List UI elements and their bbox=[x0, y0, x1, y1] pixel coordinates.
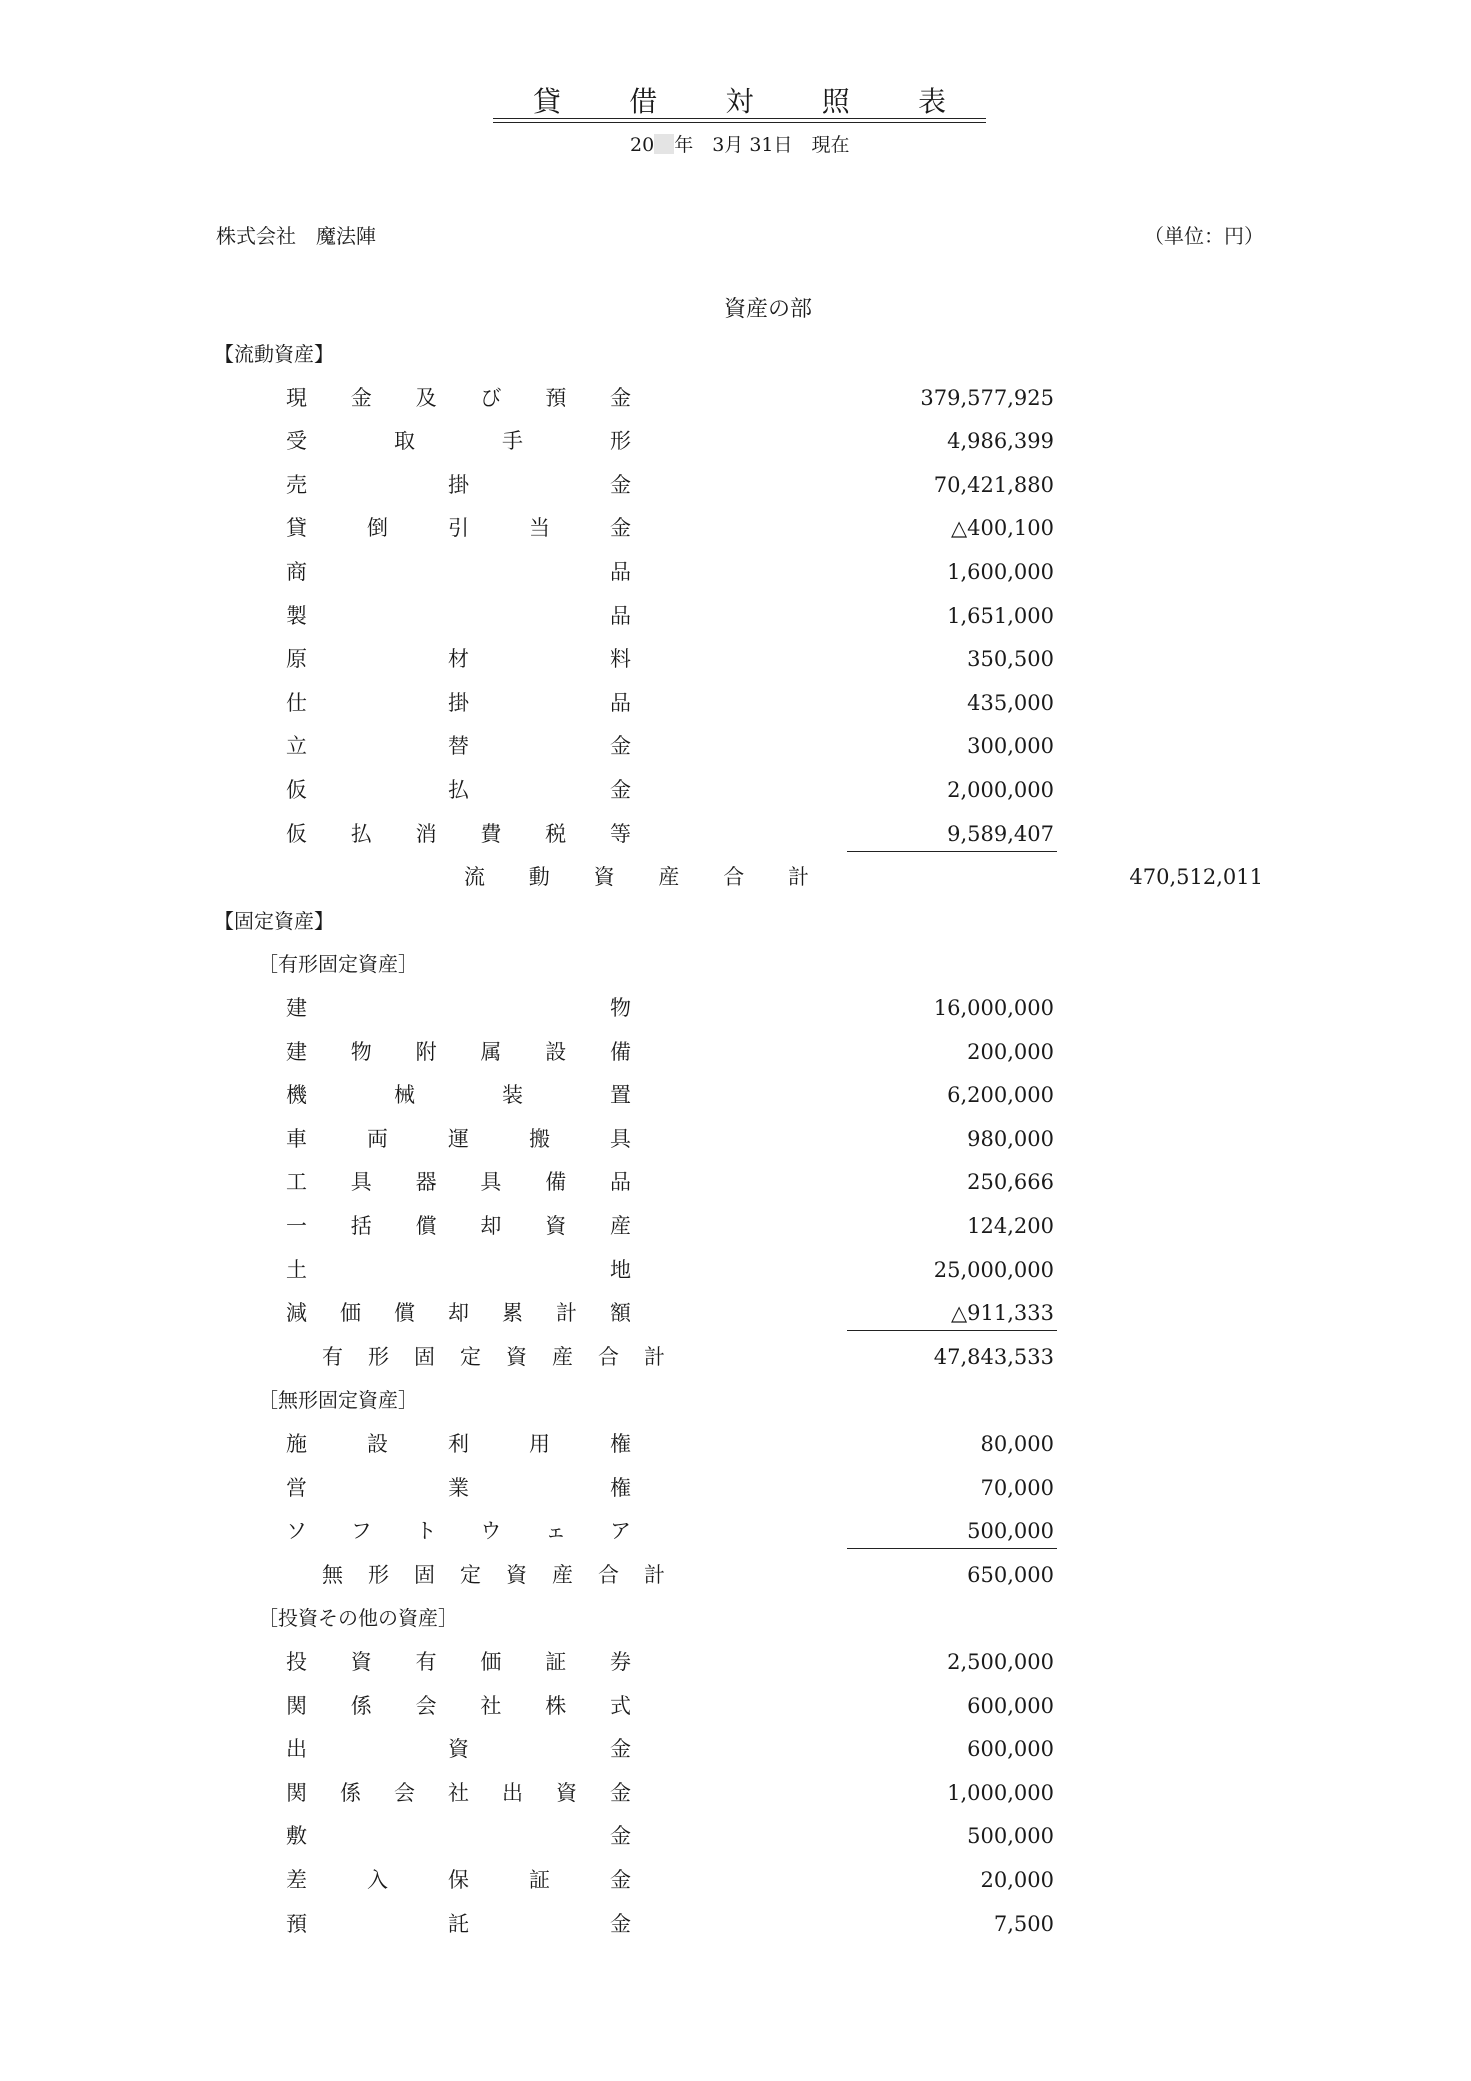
account-label-char: 貸 bbox=[286, 516, 307, 541]
account-label-char: 権 bbox=[610, 1432, 631, 1456]
unit-label: （単位：円） bbox=[1144, 224, 1264, 248]
account-row bbox=[0, 681, 1471, 725]
account-label-char: 物 bbox=[610, 996, 631, 1020]
account-label-char: 計 bbox=[787, 865, 809, 890]
account-label-char: 営 bbox=[286, 1475, 307, 1500]
account-label bbox=[286, 1422, 631, 1466]
account-label-char: 運 bbox=[448, 1126, 469, 1151]
account-label-char: 産 bbox=[658, 865, 680, 890]
account-label bbox=[286, 768, 631, 812]
account-amount: 300,000 bbox=[967, 734, 1054, 759]
account-label-char: 一 bbox=[286, 1214, 307, 1238]
account-label-char: 資 bbox=[593, 865, 615, 890]
account-label-char: 払 bbox=[350, 821, 372, 846]
account-label-char: び bbox=[480, 385, 502, 410]
account-label-char: 会 bbox=[394, 1780, 415, 1805]
account-label-char: 施 bbox=[286, 1432, 307, 1456]
intangible-heading bbox=[0, 1378, 1471, 1422]
account-label-char: 土 bbox=[286, 1257, 307, 1282]
account-row bbox=[0, 1117, 1471, 1161]
account-amount: 1,000,000 bbox=[947, 1780, 1054, 1805]
account-label-char: 合 bbox=[598, 1344, 619, 1369]
account-label bbox=[286, 1030, 631, 1074]
account-label-char: 引 bbox=[448, 516, 469, 541]
account-label-char: 金 bbox=[610, 734, 631, 759]
account-amount: 200,000 bbox=[967, 1039, 1054, 1064]
account-amount: 600,000 bbox=[967, 1737, 1054, 1762]
account-label-char: 入 bbox=[367, 1868, 388, 1892]
account-label-char: 建 bbox=[286, 996, 307, 1020]
account-row bbox=[0, 1030, 1471, 1074]
account-row bbox=[0, 506, 1471, 550]
account-amount: 1,600,000 bbox=[947, 560, 1054, 584]
account-label bbox=[286, 1509, 631, 1553]
account-label-char: 建 bbox=[286, 1039, 307, 1064]
account-label-char: 原 bbox=[286, 647, 307, 672]
account-row bbox=[0, 768, 1471, 812]
account-label-char: 商 bbox=[286, 560, 307, 584]
account-label bbox=[286, 594, 631, 638]
account-label-char: 仮 bbox=[286, 821, 307, 846]
account-label-char: 機 bbox=[286, 1083, 307, 1108]
account-label-char: 関 bbox=[286, 1780, 307, 1805]
account-amount: 80,000 bbox=[980, 1432, 1054, 1456]
account-row bbox=[0, 986, 1471, 1030]
account-label-char: 材 bbox=[448, 647, 469, 672]
account-label-char: 括 bbox=[350, 1214, 372, 1238]
account-label-char: 用 bbox=[529, 1432, 550, 1456]
account-label-char: 証 bbox=[545, 1650, 567, 1674]
account-row bbox=[0, 1466, 1471, 1510]
title-char: 対 bbox=[725, 85, 754, 118]
account-row bbox=[0, 376, 1471, 420]
account-label-char: 固 bbox=[414, 1344, 435, 1369]
report-date bbox=[630, 130, 850, 160]
account-label bbox=[286, 1727, 631, 1771]
account-label bbox=[286, 1771, 631, 1815]
account-label-char: 形 bbox=[368, 1562, 389, 1587]
account-amount: 350,500 bbox=[967, 647, 1054, 672]
account-label-char: 属 bbox=[480, 1039, 502, 1064]
account-label-char: 産 bbox=[552, 1562, 573, 1587]
account-label bbox=[286, 419, 631, 463]
account-row bbox=[0, 550, 1471, 594]
account-label-char: 手 bbox=[502, 429, 523, 454]
account-label-char: 係 bbox=[340, 1780, 361, 1805]
account-label-char: 固 bbox=[414, 1562, 435, 1587]
account-amount: 2,000,000 bbox=[947, 778, 1054, 802]
account-label bbox=[286, 1073, 631, 1117]
account-label-char: 払 bbox=[448, 778, 469, 802]
tangible-total-row bbox=[0, 1335, 1471, 1379]
account-row bbox=[0, 419, 1471, 463]
tangible-total-amount: 47,843,533 bbox=[933, 1344, 1054, 1369]
account-label bbox=[286, 637, 631, 681]
account-label-char: 金 bbox=[610, 778, 631, 802]
intangible-heading-label: ［無形固定資産］ bbox=[258, 1388, 418, 1413]
account-label-char: 形 bbox=[610, 429, 631, 454]
account-label-char: 金 bbox=[610, 1911, 631, 1936]
account-label-char: 株 bbox=[545, 1693, 567, 1718]
account-amount: 2,500,000 bbox=[947, 1650, 1054, 1674]
account-label-char: 差 bbox=[286, 1868, 307, 1892]
account-label-char: 定 bbox=[460, 1344, 481, 1369]
account-label-char: 取 bbox=[394, 429, 415, 454]
date-prefix: 20 bbox=[630, 134, 655, 156]
account-label-char: 置 bbox=[610, 1083, 631, 1108]
account-amount: 7,500 bbox=[993, 1911, 1054, 1936]
account-label bbox=[286, 1466, 631, 1510]
account-label-char: 具 bbox=[610, 1126, 631, 1151]
account-label-char: 無 bbox=[322, 1562, 343, 1587]
account-label-char: 預 bbox=[545, 385, 567, 410]
account-label-char: 形 bbox=[368, 1344, 389, 1369]
account-label-char: 額 bbox=[610, 1301, 631, 1326]
account-label-char: 業 bbox=[448, 1475, 469, 1500]
account-label-char: 仕 bbox=[286, 690, 307, 715]
account-label-char: 当 bbox=[529, 516, 550, 541]
account-row bbox=[0, 1204, 1471, 1248]
date-suffix: 年 3月 31日 現在 bbox=[674, 134, 850, 156]
account-label-char: 関 bbox=[286, 1693, 307, 1718]
account-label-char: 及 bbox=[415, 385, 437, 410]
account-label-char: 倒 bbox=[367, 516, 388, 541]
account-label-char: 金 bbox=[610, 1737, 631, 1762]
account-label bbox=[286, 463, 631, 507]
account-amount: 435,000 bbox=[967, 690, 1054, 715]
account-label-char: 価 bbox=[480, 1650, 502, 1674]
account-label-char: 具 bbox=[350, 1170, 372, 1195]
account-label-char: 流 bbox=[464, 865, 485, 890]
account-label bbox=[286, 812, 631, 856]
account-label-char: 等 bbox=[609, 821, 631, 846]
account-label-char: 権 bbox=[610, 1475, 631, 1500]
fixed-assets-heading bbox=[0, 899, 1471, 943]
account-label-char: 利 bbox=[448, 1432, 469, 1456]
title-double-rule bbox=[493, 118, 986, 123]
account-label-char: ェ bbox=[545, 1519, 567, 1544]
account-label-char: 社 bbox=[448, 1780, 469, 1805]
account-label-char: 却 bbox=[480, 1214, 502, 1238]
account-label-char: 装 bbox=[502, 1083, 523, 1108]
account-label bbox=[286, 1291, 631, 1335]
current-assets-total-row bbox=[0, 855, 1471, 899]
account-label-char: 出 bbox=[286, 1737, 307, 1762]
account-amount: 4,986,399 bbox=[947, 429, 1054, 454]
account-label-char: 証 bbox=[529, 1868, 550, 1892]
account-label-char: 係 bbox=[350, 1693, 372, 1718]
account-amount: 980,000 bbox=[967, 1126, 1054, 1151]
account-row bbox=[0, 1422, 1471, 1466]
title-char: 表 bbox=[917, 85, 946, 118]
account-label-char: 資 bbox=[556, 1780, 577, 1805]
investments-heading-label: ［投資その他の資産］ bbox=[258, 1606, 458, 1631]
account-label-char: 出 bbox=[502, 1780, 523, 1805]
current-assets-heading-label: 【流動資産】 bbox=[214, 342, 334, 366]
account-label-char: 消 bbox=[415, 821, 437, 846]
account-label bbox=[286, 1204, 631, 1248]
account-label-char: 品 bbox=[610, 560, 631, 584]
account-amount: 379,577,925 bbox=[920, 385, 1054, 410]
title-char: 照 bbox=[821, 85, 850, 118]
account-label-char: 資 bbox=[506, 1562, 527, 1587]
account-label-char: 費 bbox=[480, 821, 502, 846]
account-label bbox=[286, 1248, 631, 1292]
account-label-char: 託 bbox=[448, 1911, 469, 1936]
account-amount: 16,000,000 bbox=[933, 996, 1054, 1020]
account-label-char: フ bbox=[350, 1519, 372, 1544]
account-label-char: 投 bbox=[286, 1650, 307, 1674]
account-amount: 500,000 bbox=[967, 1824, 1054, 1849]
account-label bbox=[286, 1640, 631, 1684]
account-label-char: 替 bbox=[448, 734, 469, 759]
account-label-char: 車 bbox=[286, 1126, 307, 1151]
account-label-char: 計 bbox=[644, 1344, 665, 1369]
account-row bbox=[0, 1640, 1471, 1684]
subtotal-rule bbox=[847, 851, 1057, 852]
company-name: 株式会社 魔法陣 bbox=[216, 224, 376, 248]
account-label-char: 金 bbox=[610, 1780, 631, 1805]
account-label bbox=[286, 1902, 631, 1946]
current-assets-total-amount: 470,512,011 bbox=[1129, 865, 1263, 890]
account-label-char: 資 bbox=[506, 1344, 527, 1369]
account-label bbox=[286, 1160, 631, 1204]
account-label-char: 減 bbox=[286, 1301, 307, 1326]
account-label bbox=[464, 855, 809, 899]
account-amount: 9,589,407 bbox=[947, 821, 1054, 846]
account-row bbox=[0, 1248, 1471, 1292]
intangible-total-amount: 650,000 bbox=[967, 1562, 1054, 1587]
account-row bbox=[0, 724, 1471, 768]
account-label bbox=[286, 376, 631, 420]
account-label-char: 券 bbox=[609, 1650, 631, 1674]
account-row bbox=[0, 1684, 1471, 1728]
account-label-char: 計 bbox=[644, 1562, 665, 1587]
account-label-char: 税 bbox=[545, 821, 567, 846]
account-amount: 20,000 bbox=[980, 1868, 1054, 1892]
account-label-char: 品 bbox=[610, 690, 631, 715]
account-row bbox=[0, 1902, 1471, 1946]
account-label-char: ウ bbox=[480, 1519, 502, 1544]
current-assets-heading bbox=[0, 332, 1471, 376]
account-label-char: 資 bbox=[350, 1650, 372, 1674]
account-amount: △911,333 bbox=[951, 1301, 1054, 1326]
account-label-char: 資 bbox=[448, 1737, 469, 1762]
account-label-char: 預 bbox=[286, 1911, 307, 1936]
account-amount: 70,421,880 bbox=[933, 472, 1054, 497]
account-label-char: 有 bbox=[415, 1650, 437, 1674]
account-label bbox=[286, 681, 631, 725]
account-row bbox=[0, 1814, 1471, 1858]
account-label-char: 両 bbox=[367, 1126, 388, 1151]
account-label-char: 計 bbox=[556, 1301, 577, 1326]
account-label-char: 仮 bbox=[286, 778, 307, 802]
account-label-char: 社 bbox=[480, 1693, 502, 1718]
account-label-char: 立 bbox=[286, 734, 307, 759]
account-label-char: 定 bbox=[460, 1562, 481, 1587]
account-label bbox=[322, 1335, 665, 1379]
account-label-char: 備 bbox=[545, 1170, 567, 1195]
account-amount: △400,100 bbox=[951, 516, 1054, 541]
account-label-char: 設 bbox=[545, 1039, 567, 1064]
account-label-char: 資 bbox=[545, 1214, 567, 1238]
subtotal-rule bbox=[847, 1330, 1057, 1331]
account-label-char: 産 bbox=[609, 1214, 631, 1238]
account-amount: 6,200,000 bbox=[947, 1083, 1054, 1108]
account-row bbox=[0, 1771, 1471, 1815]
account-label-char: 金 bbox=[609, 385, 631, 410]
account-label-char: 掛 bbox=[448, 690, 469, 715]
account-label-char: 合 bbox=[598, 1562, 619, 1587]
account-label-char: 品 bbox=[609, 1170, 631, 1195]
account-label bbox=[286, 1684, 631, 1728]
account-amount: 250,666 bbox=[967, 1170, 1054, 1195]
account-label-char: 地 bbox=[610, 1257, 631, 1282]
account-label-char: 設 bbox=[367, 1432, 388, 1456]
account-amount: 600,000 bbox=[967, 1693, 1054, 1718]
account-label-char: 製 bbox=[286, 603, 307, 628]
account-row bbox=[0, 812, 1471, 856]
account-label-char: 却 bbox=[448, 1301, 469, 1326]
account-amount: 70,000 bbox=[980, 1475, 1054, 1500]
account-row bbox=[0, 1727, 1471, 1771]
title-char: 借 bbox=[629, 85, 658, 118]
account-amount: 1,651,000 bbox=[947, 603, 1054, 628]
account-row bbox=[0, 1160, 1471, 1204]
account-label bbox=[286, 1117, 631, 1161]
account-label-char: 金 bbox=[610, 516, 631, 541]
account-label bbox=[286, 506, 631, 550]
account-label-char: 合 bbox=[723, 865, 745, 890]
account-label-char: 産 bbox=[552, 1344, 573, 1369]
account-label-char: 品 bbox=[610, 603, 631, 628]
account-label-char: 保 bbox=[448, 1868, 469, 1892]
account-label-char: 償 bbox=[415, 1214, 437, 1238]
account-row bbox=[0, 1509, 1471, 1553]
fixed-assets-heading-label: 【固定資産】 bbox=[214, 908, 334, 933]
account-label-char: 掛 bbox=[448, 472, 469, 497]
account-label-char: ソ bbox=[286, 1519, 307, 1544]
account-label-char: 累 bbox=[502, 1301, 523, 1326]
account-label bbox=[322, 1553, 665, 1597]
subtotal-rule bbox=[847, 1548, 1057, 1549]
tangible-heading bbox=[0, 942, 1471, 986]
account-label-char: 備 bbox=[609, 1039, 631, 1064]
account-label-char: 物 bbox=[350, 1039, 372, 1064]
account-label-char: 価 bbox=[340, 1301, 361, 1326]
tangible-heading-label: ［有形固定資産］ bbox=[258, 952, 418, 977]
account-label-char: 搬 bbox=[529, 1126, 550, 1151]
account-label bbox=[286, 1858, 631, 1902]
title-char: 貸 bbox=[533, 85, 562, 118]
account-label-char: 金 bbox=[610, 472, 631, 497]
redacted-year-mask bbox=[654, 134, 674, 154]
account-label-char: 金 bbox=[350, 385, 372, 410]
account-label-char: 械 bbox=[394, 1083, 415, 1108]
account-label bbox=[286, 1814, 631, 1858]
account-amount: 500,000 bbox=[967, 1519, 1054, 1544]
account-amount: 25,000,000 bbox=[933, 1257, 1054, 1282]
account-label-char: 有 bbox=[322, 1344, 343, 1369]
account-label-char: 会 bbox=[415, 1693, 437, 1718]
account-label-char: ア bbox=[609, 1519, 631, 1544]
account-label-char: 動 bbox=[528, 865, 550, 890]
account-label-char: 償 bbox=[394, 1301, 415, 1326]
account-label-char: 敷 bbox=[286, 1824, 307, 1849]
account-label-char: 式 bbox=[609, 1693, 631, 1718]
account-row bbox=[0, 1858, 1471, 1902]
account-label bbox=[286, 986, 631, 1030]
account-row bbox=[0, 637, 1471, 681]
account-label-char: ト bbox=[415, 1519, 437, 1544]
account-row bbox=[0, 463, 1471, 507]
account-amount: 124,200 bbox=[967, 1214, 1054, 1238]
account-label bbox=[286, 550, 631, 594]
account-label-char: 受 bbox=[286, 429, 307, 454]
account-row bbox=[0, 1073, 1471, 1117]
account-row bbox=[0, 594, 1471, 638]
account-label-char: 工 bbox=[286, 1170, 307, 1195]
account-label-char: 器 bbox=[415, 1170, 437, 1195]
account-label-char: 現 bbox=[286, 385, 307, 410]
account-label bbox=[286, 724, 631, 768]
section-title-assets: 資産の部 bbox=[724, 297, 813, 322]
account-label-char: 料 bbox=[610, 647, 631, 672]
account-label-char: 金 bbox=[610, 1824, 631, 1849]
investments-heading bbox=[0, 1596, 1471, 1640]
account-row bbox=[0, 1291, 1471, 1335]
intangible-total-row bbox=[0, 1553, 1471, 1597]
account-label-char: 附 bbox=[415, 1039, 437, 1064]
account-label-char: 具 bbox=[480, 1170, 502, 1195]
account-label-char: 金 bbox=[610, 1868, 631, 1892]
account-label-char: 売 bbox=[286, 472, 307, 497]
